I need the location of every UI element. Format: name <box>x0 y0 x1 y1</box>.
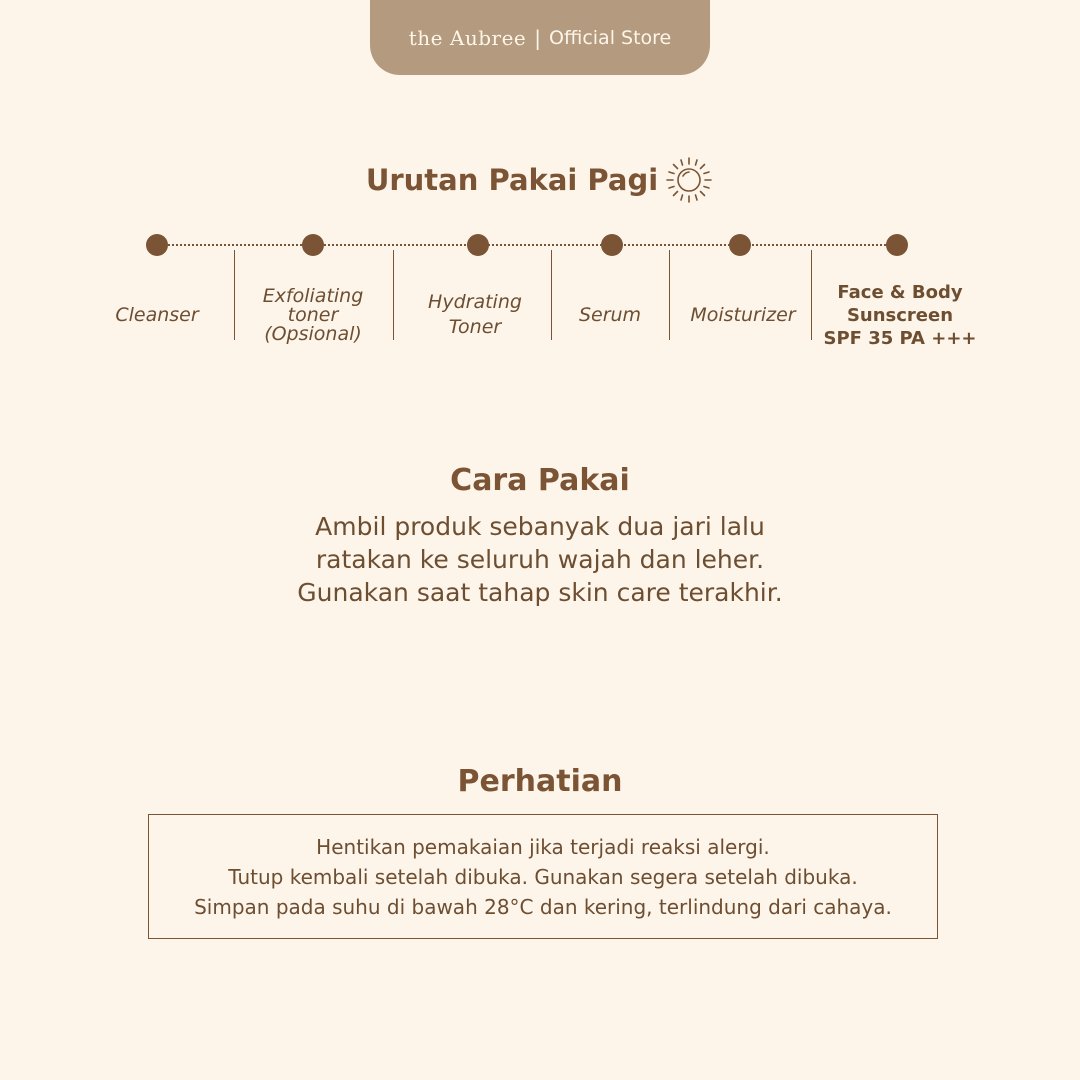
step-label-cleanser: Cleanser <box>115 303 199 326</box>
step-divider <box>393 250 394 340</box>
store-label: Official Store <box>549 26 672 49</box>
timeline-line <box>157 244 897 246</box>
caution-text: Hentikan pemakaian jika terjadi reaksi alergi. Tutup kembali setelah dibuka. Gunakan segera setelah dibuka. Simpan pada suhu di bawah 28°C dan kering, terlindung dari cahaya. <box>194 834 892 919</box>
step-label-serum: Serum <box>578 303 642 326</box>
step-label-exfoliating-toner: Exfoliating toner (Opsional) <box>262 284 364 345</box>
timeline-dot <box>886 234 908 256</box>
step-label-moisturizer: Moisturizer <box>690 303 796 326</box>
timeline-dot <box>146 234 168 256</box>
sun-icon <box>664 155 714 205</box>
timeline-dot <box>729 234 751 256</box>
caution-title: Perhatian <box>457 764 623 799</box>
store-header <box>370 0 710 75</box>
caution-box <box>148 814 938 939</box>
step-label-sunscreen: Face & Body Sunscreen SPF 35 PA +++ <box>823 281 977 349</box>
header-separator: | <box>534 25 541 50</box>
brand-name: the Aubree <box>408 25 527 50</box>
timeline-dot <box>601 234 623 256</box>
step-label-hydrating-toner: Hydrating Toner <box>428 291 522 338</box>
routine-title-text: Urutan Pakai Pagi <box>365 163 659 197</box>
step-divider <box>234 250 235 340</box>
routine-title <box>0 155 1080 205</box>
how-to-use-text: Ambil produk sebanyak dua jari lalu ratakan ke seluruh wajah dan leher. Gunakan saat tahap skin care terakhir. <box>297 512 783 607</box>
how-to-use-title: Cara Pakai <box>450 463 630 498</box>
timeline-dot <box>302 234 324 256</box>
timeline-dot <box>467 234 489 256</box>
